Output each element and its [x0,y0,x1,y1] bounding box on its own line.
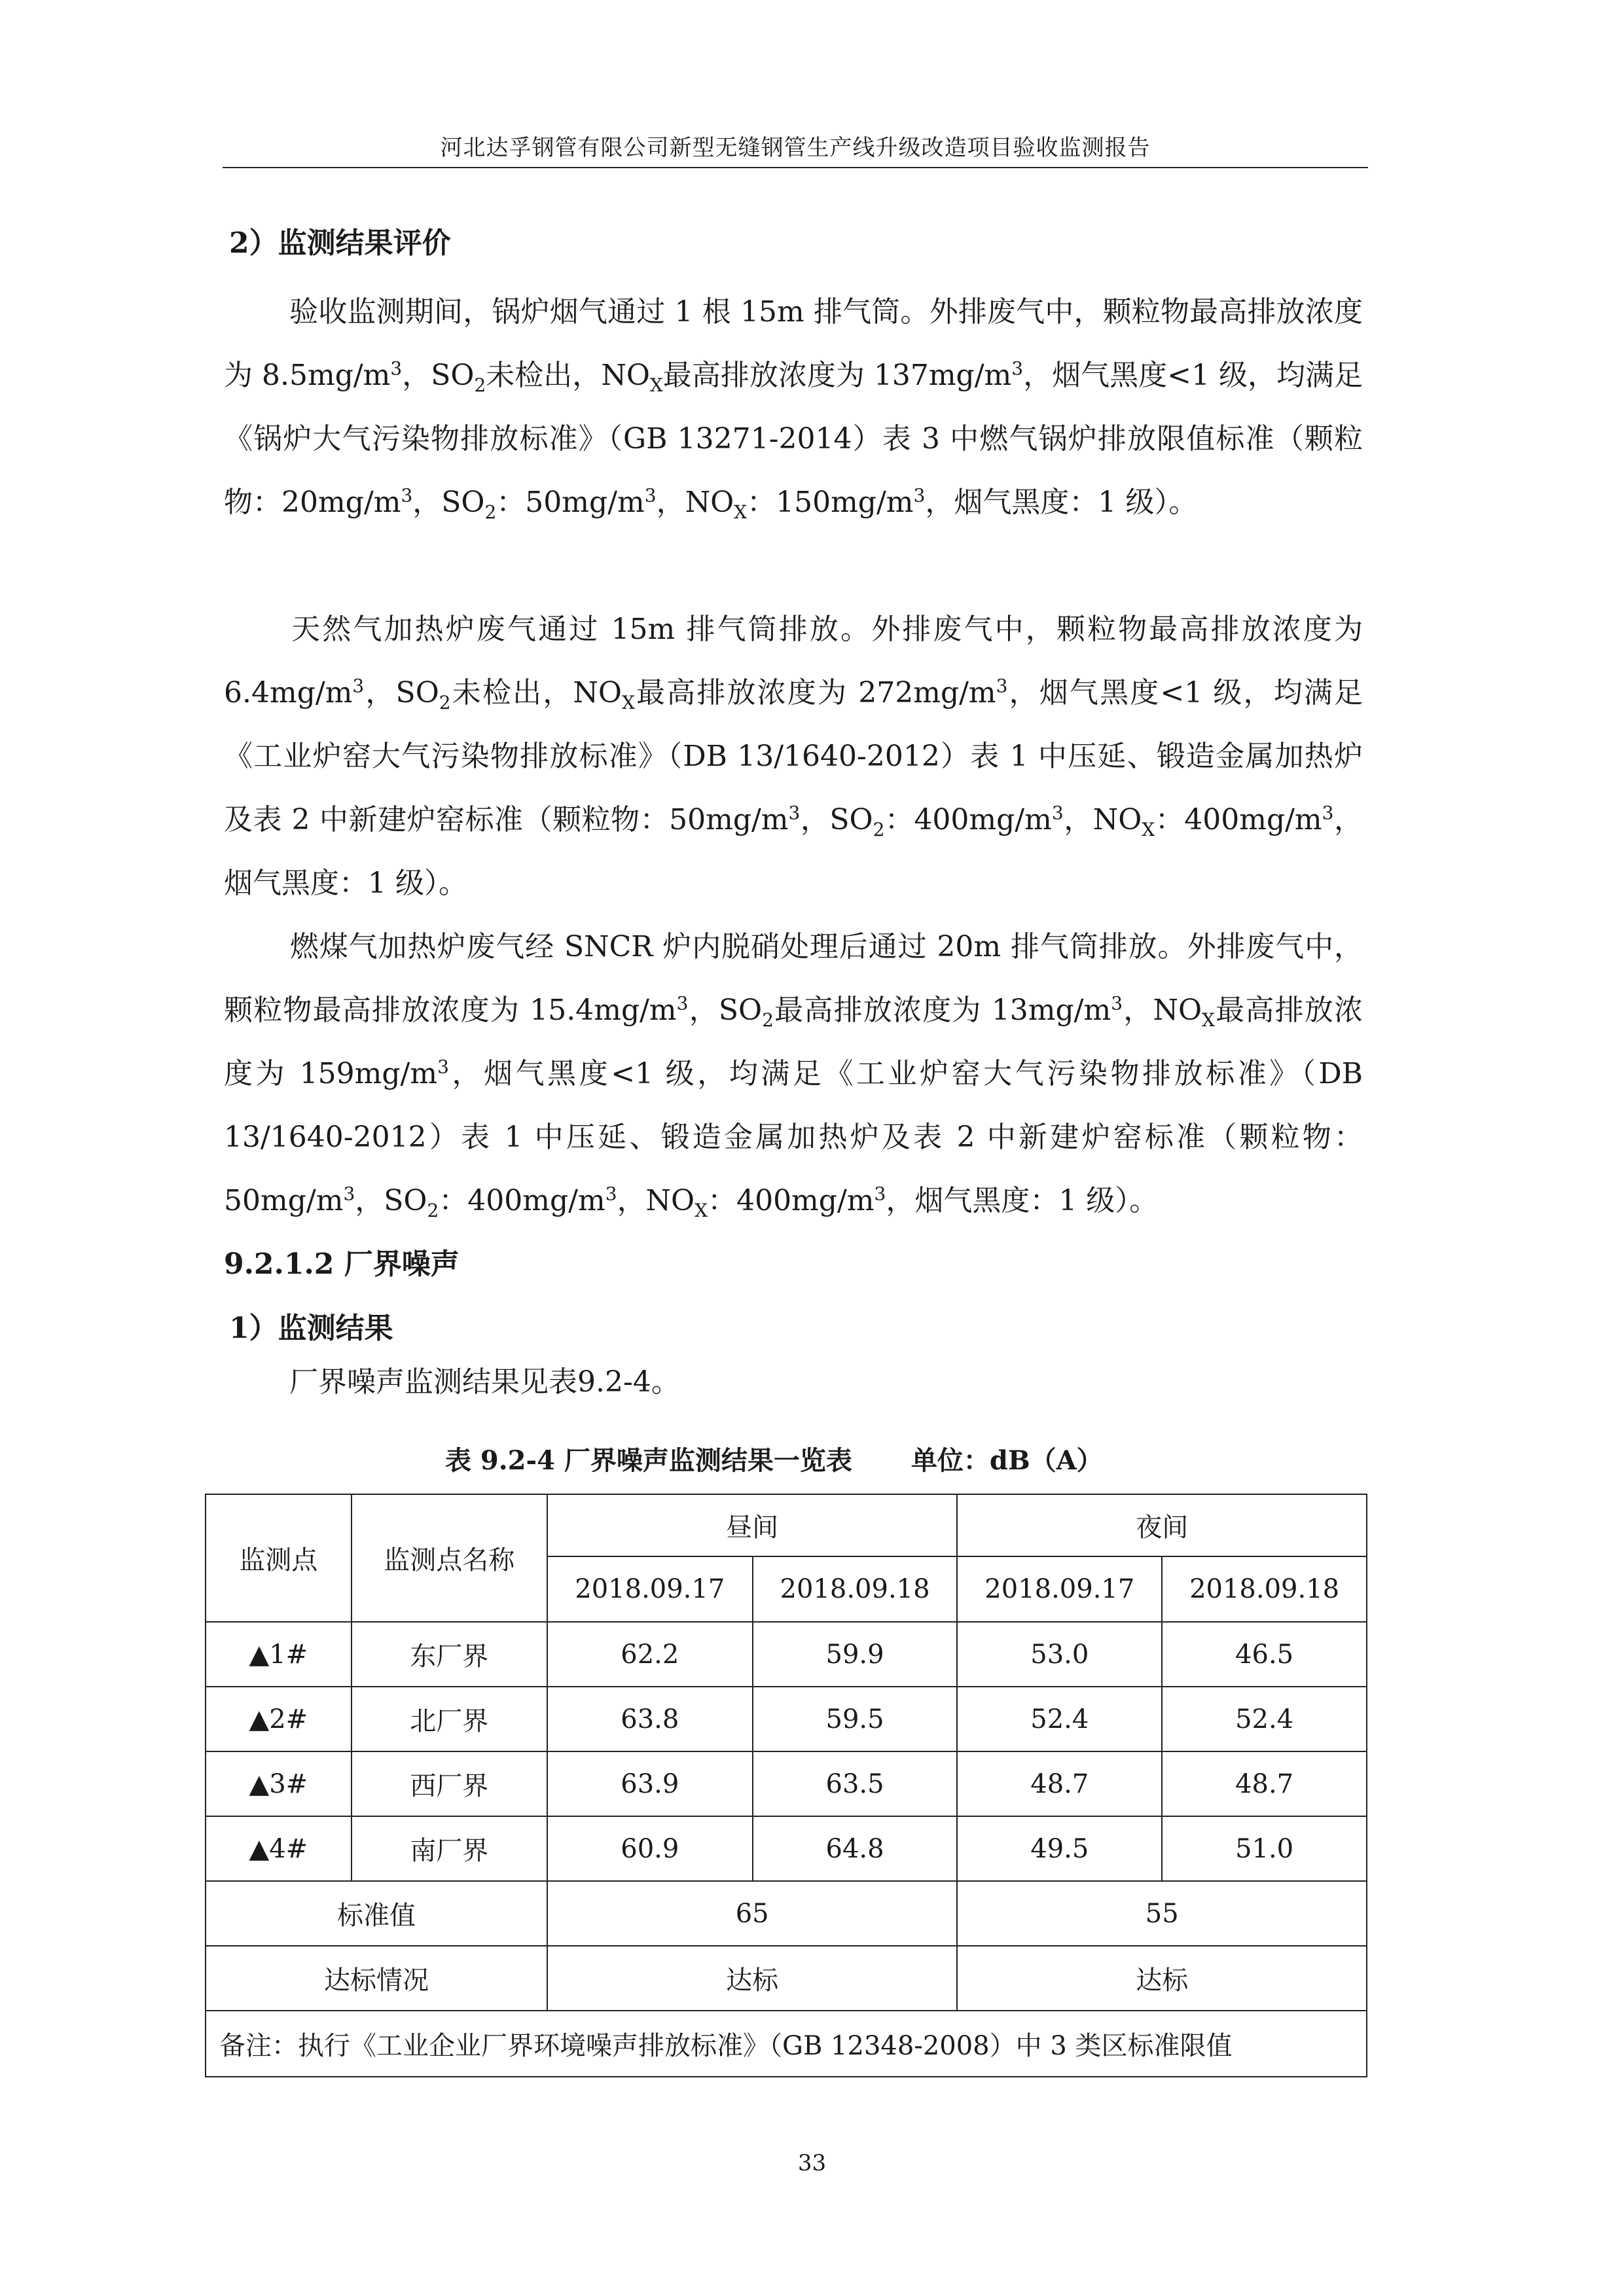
paragraph-gas-furnace: 天然气加热炉废气通过 15m 排气筒排放。外排废气中，颗粒物最高排放浓度为 $6.4mg/m^3$，$SO_2$未检出，$NO_X$最高排放浓度为 $272mg/m^3$，烟气黑度<1 级，均满足《工业炉窑大气污染物排放标准》（DB 13/1640-2012）表 1 中压延、锻造金属加热炉及表 2 中新建炉窑标准（颗粒物：$50mg/m^3$，$SO_2$：$400mg/m^3$，$NO_X$：$400mg/m^3$，烟气黑度：1 级）。 [224,613,1363,900]
value-cell: 59.5 [753,1687,958,1751]
table-unit: 单位：dB（A） [911,1445,1103,1476]
value-cell: 46.5 [1162,1622,1367,1687]
value-cell: 48.7 [957,1751,1162,1816]
table-row [206,1622,1367,1687]
table-row [206,1751,1367,1816]
header-rule [223,167,1368,168]
value-cell: 64.8 [753,1816,958,1881]
header-date: 2018.09.18 [753,1556,958,1622]
value-cell: 60.9 [547,1816,753,1881]
value-cell: 63.9 [547,1751,753,1816]
value-cell: 53.0 [957,1622,1162,1687]
point-name-cell: 南厂界 [352,1816,547,1881]
header-date: 2018.09.17 [957,1556,1162,1622]
point-name-cell: 北厂界 [352,1687,547,1751]
header-day: 昼间 [547,1494,958,1556]
value-cell: 52.4 [1162,1687,1367,1751]
compliance-row [206,1946,1367,2011]
header-date: 2018.09.18 [1162,1556,1367,1622]
value-cell: 63.8 [547,1687,753,1751]
point-name-cell: 西厂界 [352,1751,547,1816]
table-row [206,1687,1367,1751]
page-number: 33 [797,2150,827,2176]
header-date: 2018.09.17 [547,1556,753,1622]
point-name-cell: 东厂界 [352,1622,547,1687]
point-cell: ▲3# [206,1751,352,1816]
value-cell: 48.7 [1162,1751,1367,1816]
header-night: 夜间 [957,1494,1367,1556]
value-cell: 59.9 [753,1622,958,1687]
value-cell: 49.5 [957,1816,1162,1881]
table-caption: 表 9.2-4 厂界噪声监测结果一览表 单位：dB（A） [445,1445,1103,1476]
compliance-night: 达标 [957,1946,1367,2011]
value-cell: 62.2 [547,1622,753,1687]
paragraph-boiler: 验收监测期间，锅炉烟气通过 1 根 15m 排气筒。外排废气中，颗粒物最高排放浓度为 $8.5mg/m^3$，$SO_2$未检出，$NO_X$最高排放浓度为 $137mg/m^3$，烟气黑度<1 级，均满足《锅炉大气污染物排放标准》（GB 13271-2014）表 3 中燃气锅炉排放限值标准（颗粒物：$20mg/m^3$，$SO_2$：$50mg/m^3$，$NO_X$：$150mg/m^3$，烟气黑度：1 级）。 [224,295,1363,523]
header-point: 监测点 [206,1494,352,1622]
standard-label: 标准值 [206,1881,547,1946]
value-cell: 51.0 [1162,1816,1367,1881]
value-cell: 63.5 [753,1751,958,1816]
section-evaluation-title: 2）监测结果评价 [229,226,451,260]
compliance-label: 达标情况 [206,1946,547,2011]
table-row [206,1816,1367,1881]
paragraph-coal-gas-furnace: 燃煤气加热炉废气经 SNCR 炉内脱硝处理后通过 20m 排气筒排放。外排废气中，颗粒物最高排放浓度为 $15.4mg/m^3$，$SO_2$最高排放浓度为 $13mg/m^3$，$NO_X$最高排放浓度为 $159mg/m^3$，烟气黑度<1 级，均满足《工业炉窑大气污染物排放标准》（DB 13/1640-2012）表 1 中压延、锻造金属加热炉及表 2 中新建炉窑标准（颗粒物：$50mg/m^3$，$SO_2$：$400mg/m^3$，$NO_X$：$400mg/m^3$，烟气黑度：1 级）。 [224,930,1363,1221]
point-cell: ▲4# [206,1816,352,1881]
noise-results-table [205,1494,1367,2077]
table-note: 备注：执行《工业企业厂界环境噪声排放标准》（GB 12348-2008）中 3 类区标准限值 [206,2011,1367,2077]
report-header: 河北达孚钢管有限公司新型无缝钢管生产线升级改造项目验收监测报告 [440,135,1151,161]
standard-night-value: 55 [957,1881,1367,1946]
point-cell: ▲1# [206,1622,352,1687]
section-results-title: 1）监测结果 [229,1312,393,1345]
noise-intro: 厂界噪声监测结果见表9.2-4。 [289,1365,680,1399]
standard-row [206,1881,1367,1946]
standard-day-value: 65 [547,1881,958,1946]
point-cell: ▲2# [206,1687,352,1751]
value-cell: 52.4 [957,1687,1162,1751]
section-noise-title: 9.2.1.2 厂界噪声 [224,1247,460,1281]
compliance-day: 达标 [547,1946,958,2011]
header-point-name: 监测点名称 [352,1494,547,1622]
